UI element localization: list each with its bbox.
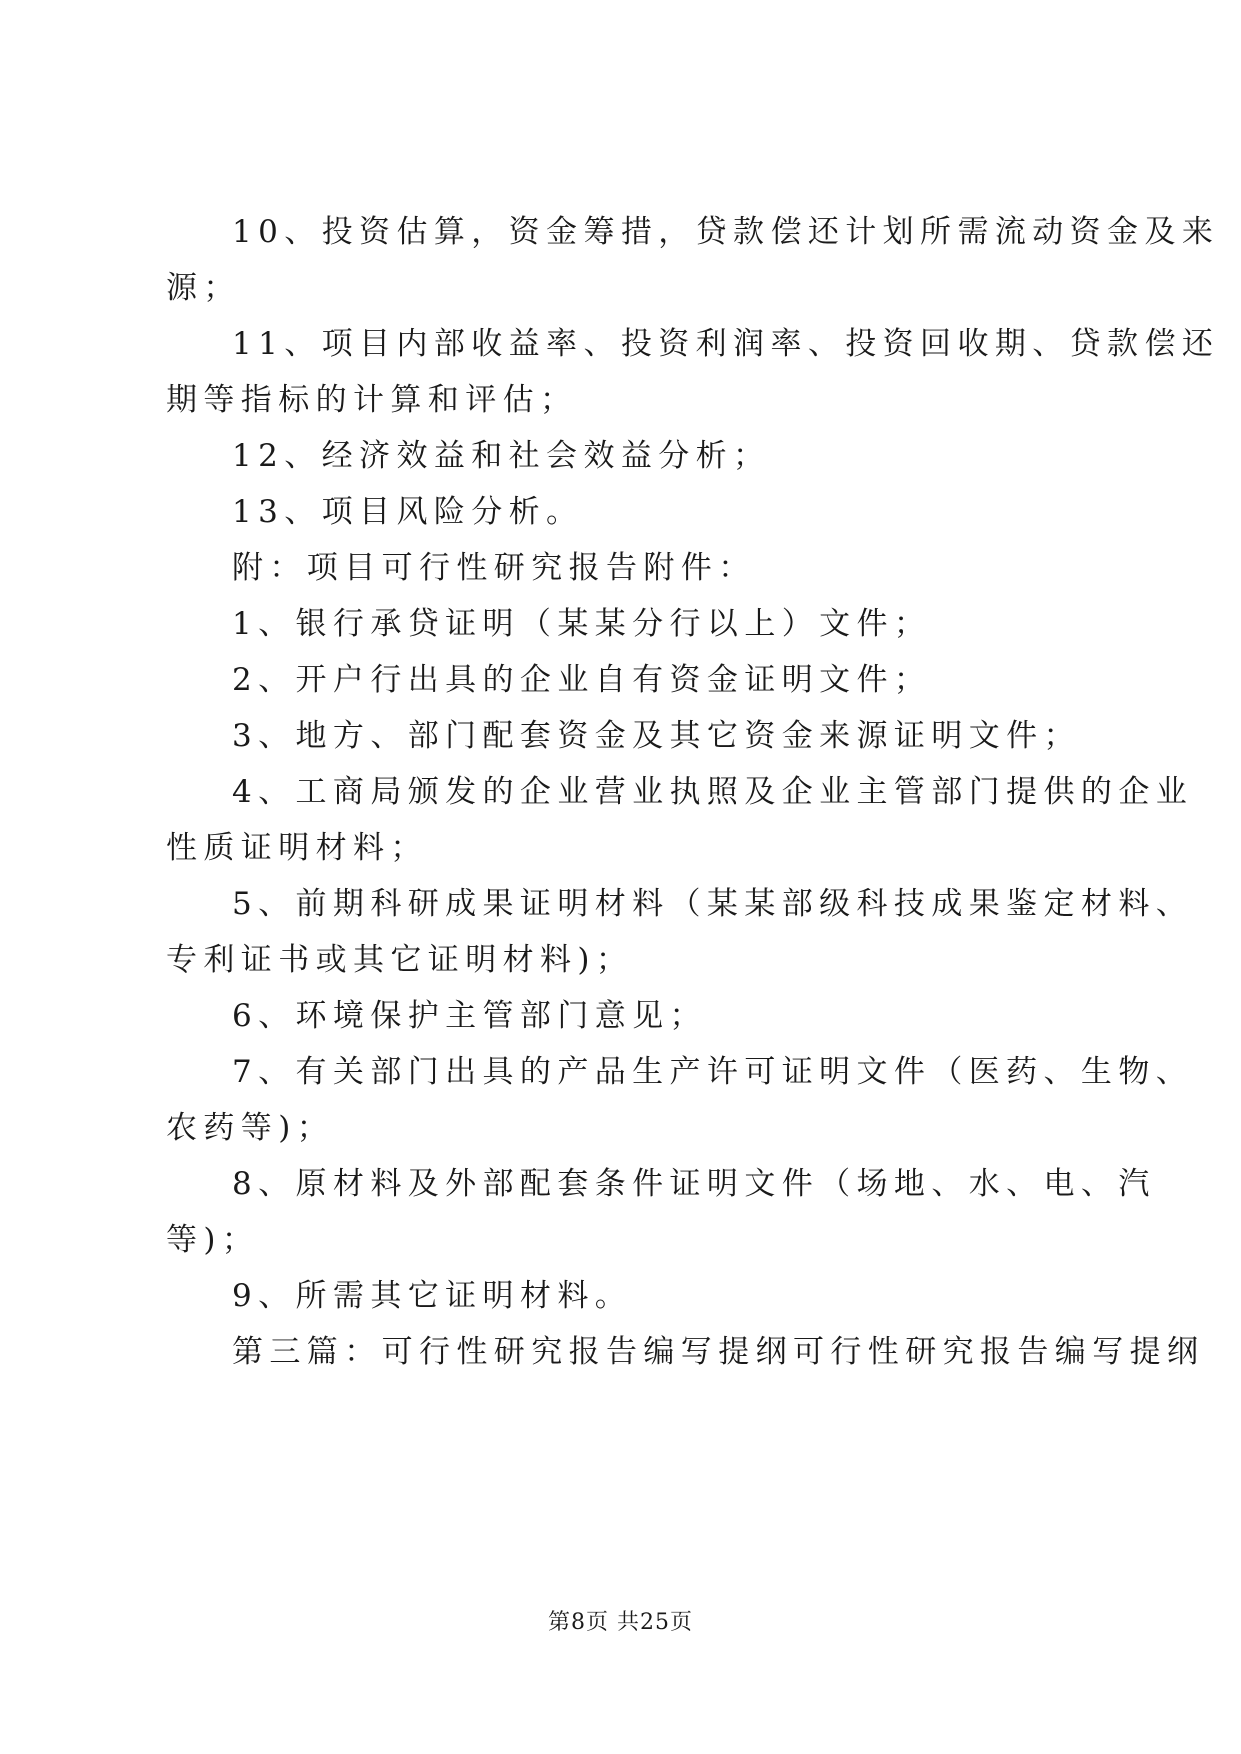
paragraph-10-line-2: 源；	[166, 270, 241, 306]
section-heading: 第三篇：可行性研究报告编写提纲可行性研究报告编写提纲	[232, 1334, 1205, 1370]
appendix-item-9: 9、所需其它证明材料。	[232, 1278, 633, 1314]
paragraph-10-line-1: 10、投资估算，资金筹措，贷款偿还计划所需流动资金及来	[232, 214, 1220, 250]
appendix-item-1: 1、银行承贷证明（某某分行以上）文件；	[232, 606, 932, 642]
page-footer	[0, 1608, 1241, 1638]
appendix-heading: 附：项目可行性研究报告附件：	[232, 550, 756, 586]
appendix-item-8-line-2: 等)；	[166, 1222, 260, 1258]
appendix-item-5-line-2: 专利证书或其它证明材料)；	[166, 942, 634, 978]
appendix-item-2: 2、开户行出具的企业自有资金证明文件；	[232, 662, 932, 698]
page-number: 第8页 共25页	[548, 1610, 693, 1635]
appendix-item-7-line-2: 农药等)；	[166, 1110, 335, 1146]
paragraph-12: 12、经济效益和社会效益分析；	[232, 438, 771, 474]
appendix-item-4-line-1: 4、工商局颁发的企业营业执照及企业主管部门提供的企业	[232, 774, 1194, 810]
paragraph-11-line-1: 11、项目内部收益率、投资利润率、投资回收期、贷款偿还	[232, 326, 1220, 362]
appendix-item-6: 6、环境保护主管部门意见；	[232, 998, 707, 1034]
appendix-item-4-line-2: 性质证明材料；	[166, 830, 428, 866]
appendix-item-8-line-1: 8、原材料及外部配套条件证明文件（场地、水、电、汽	[232, 1166, 1156, 1202]
paragraph-11-line-2: 期等指标的计算和评估；	[166, 382, 578, 418]
appendix-item-7-line-1: 7、有关部门出具的产品生产许可证明文件（医药、生物、	[232, 1054, 1194, 1090]
appendix-item-5-line-1: 5、前期科研成果证明材料（某某部级科技成果鉴定材料、	[232, 886, 1194, 922]
appendix-item-3: 3、地方、部门配套资金及其它资金来源证明文件；	[232, 718, 1081, 754]
paragraph-13: 13、项目风险分析。	[232, 494, 584, 530]
